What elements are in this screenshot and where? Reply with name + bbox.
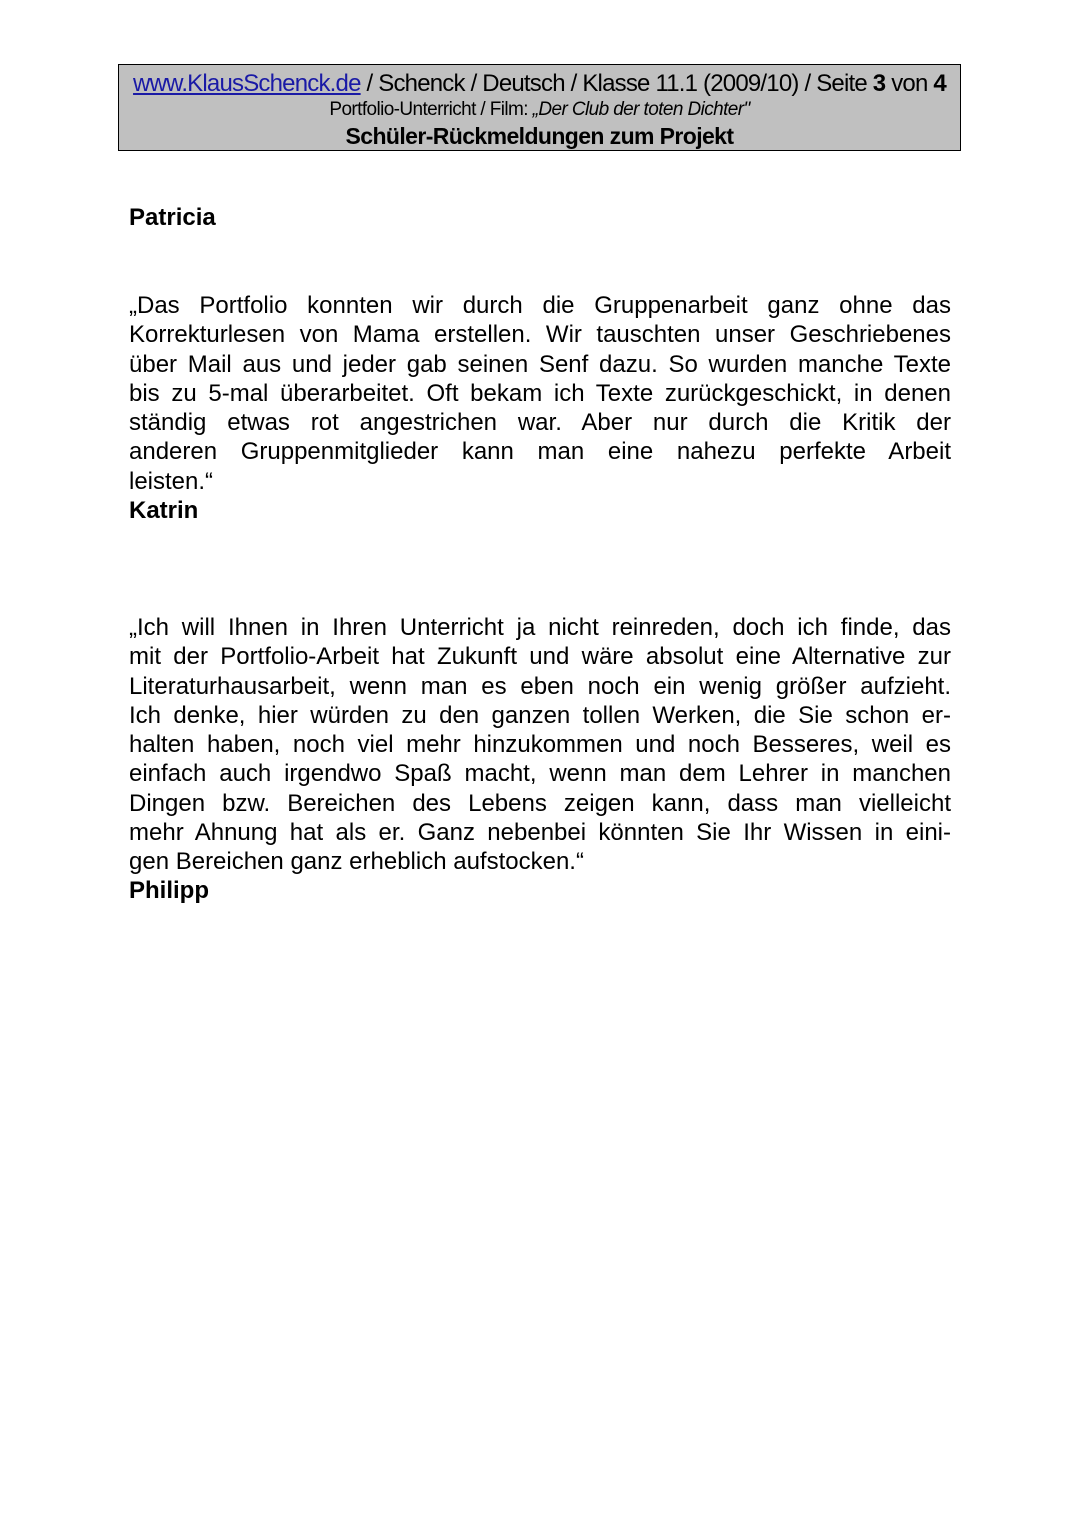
current-page-number: 3 (872, 70, 886, 97)
document-title: Schüler-Rückmeldungen zum Projekt (345, 123, 734, 149)
breadcrumb-of-text: von (885, 70, 934, 97)
quote-philipp (129, 613, 951, 877)
total-page-number: 4 (933, 70, 946, 97)
quote-line: mit der Portfolio-Arbeit hat Zukunft und wäre absolut eine Alternative zur (129, 643, 951, 671)
quote-line: „Ich will Ihnen in Ihren Unterricht ja nicht reinreden, doch ich finde, das (129, 614, 951, 641)
document-header (118, 64, 961, 151)
header-breadcrumb (119, 69, 960, 99)
quote-line: anderen Gruppenmitglieder kann man eine nahezu perfekte Arbeit (129, 438, 951, 466)
quote-line: Korrekturlesen von Mama erstellen. Wir tauschten unser Geschriebenes (129, 321, 951, 349)
quote-line: einfach auch irgendwo Spaß macht, wenn man dem Lehrer in manchen (129, 760, 951, 788)
quote-line: „Das Portfolio konnten wir durch die Gruppenarbeit ganz ohne das (129, 292, 951, 319)
quote-line: halten haben, noch viel mehr hinzukommen und noch Besseres, weil es (129, 731, 951, 759)
website-link[interactable]: www.KlausSchenck.de (133, 70, 361, 97)
film-title: „Der Club der toten Dichter" (532, 99, 750, 120)
author-name-katrin: Katrin (129, 497, 199, 524)
quote-line: Dingen bzw. Bereichen des Lebens zeigen kann, dass man vielleicht (129, 789, 951, 817)
quote-line: über Mail aus und jeder gab seinen Senf dazu. So wurden manche Texte (129, 350, 951, 378)
quote-line: mehr Ahnung hat als er. Ganz nebenbei könnten Sie Ihr Wissen in eini- (129, 819, 951, 847)
quote-line: Ich denke, hier würden zu den ganzen tollen Werken, die Sie schon er- (129, 701, 951, 729)
quote-line: leisten.“ (129, 467, 214, 495)
subtitle-prefix: Portfolio-Unterricht / Film: (329, 99, 533, 120)
author-name-philipp: Philipp (129, 877, 209, 904)
breadcrumb-text: / Schenck / Deutsch / Klasse 11.1 (2009/10) / Seite (360, 70, 873, 97)
quote-line: Literaturhausarbeit, wenn man es eben noch ein wenig größer aufzieht. (129, 672, 951, 700)
quote-line: gen Bereichen ganz erheblich aufstocken.“ (129, 848, 584, 876)
author-name-patricia: Patricia (129, 204, 216, 231)
quote-line: bis zu 5-mal überarbeitet. Oft bekam ich Texte zurückgeschickt, in denen (129, 379, 951, 407)
quote-katrin (129, 291, 951, 496)
quote-line: ständig etwas rot angestrichen war. Aber nur durch die Kritik der (129, 409, 951, 437)
header-subtitle (119, 99, 960, 121)
